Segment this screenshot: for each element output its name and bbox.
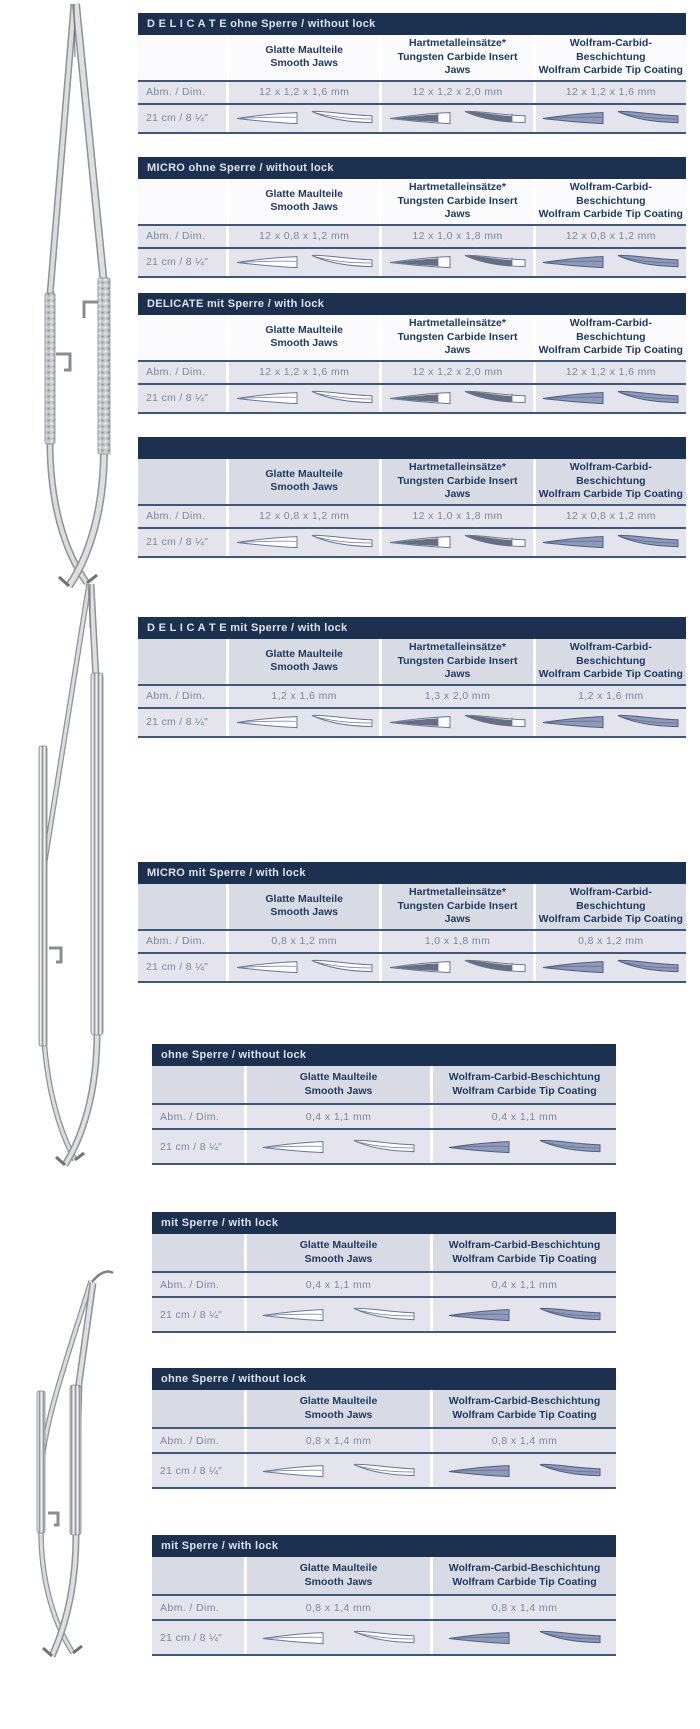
smooth-jaw-tips-straight (235, 108, 299, 128)
carbide-coated-jaw-tips-straight (541, 108, 605, 128)
column-header-en: Smooth Jaws (270, 57, 338, 70)
length-row-label: 21 cm / 8 ¼" (138, 385, 226, 412)
column-header-stub (138, 459, 226, 504)
column-header-row (138, 639, 686, 686)
column-header-stub (152, 1557, 244, 1594)
column-header-row (138, 179, 686, 226)
jaw-tips-row (138, 709, 686, 738)
dimension-row (138, 226, 686, 249)
dimension-value: 0,8 x 1,2 mm (229, 931, 379, 952)
carbide-insert-jaw-tips (382, 954, 532, 981)
column-header-de: Wolfram-Carbid-Beschichtung (569, 461, 652, 487)
column-header (229, 179, 379, 224)
column-header-row (138, 315, 686, 362)
carbide-insert-jaw-tips-curved (463, 532, 527, 552)
dimension-value: 12 x 1,2 x 1,6 mm (536, 82, 686, 103)
column-header-stub (152, 1390, 244, 1427)
column-header (247, 1234, 430, 1271)
column-header-en: Smooth Jaws (270, 661, 338, 674)
table-title: D E L I C A T E ohne Sperre / without lock (138, 13, 686, 35)
column-header-de: Hartmetalleinsätze* (409, 317, 506, 329)
carbide-insert-jaw-tips (382, 529, 532, 556)
column-header-en: Wolfram Carbide Tip Coating (452, 1252, 597, 1265)
jaw-tips-row (152, 1621, 616, 1656)
column-header-row (152, 1557, 616, 1596)
dimension-row-label: Abm. / Dim. (138, 82, 226, 103)
column-header-de: Hartmetalleinsätze* (409, 37, 506, 49)
smooth-jaw-tips-curved (352, 1461, 416, 1481)
column-header-stub (138, 35, 226, 80)
column-header-stub (138, 179, 226, 224)
column-header-en: Wolfram Carbide Tip Coating (452, 1084, 597, 1097)
carbide-insert-jaw-tips-curved (463, 108, 527, 128)
dimension-row (152, 1273, 616, 1298)
dimension-value: 0,4 x 1,1 mm (247, 1105, 430, 1128)
dimension-value: 12 x 1,2 x 1,6 mm (536, 362, 686, 383)
column-header-de: Glatte Maulteile (265, 467, 343, 480)
smooth-jaw-tips-curved (352, 1305, 416, 1325)
spec-table (138, 437, 686, 558)
column-header-en: Smooth Jaws (304, 1408, 373, 1421)
smooth-jaw-tips-curved (310, 108, 374, 128)
smooth-jaw-tips (247, 1454, 430, 1487)
column-header-de: Wolfram-Carbid-Beschichtung (448, 1238, 601, 1251)
smooth-jaw-tips (229, 385, 379, 412)
column-header-en: Tungsten Carbide Insert Jaws (397, 50, 518, 77)
column-header-de: Wolfram-Carbid-Beschichtung (448, 1070, 601, 1083)
smooth-jaw-tips-curved (310, 957, 374, 977)
dimension-value: 12 x 0,8 x 1,2 mm (536, 226, 686, 247)
column-header-de: Hartmetalleinsätze* (409, 461, 506, 473)
column-header (536, 315, 686, 360)
column-header-de: Wolfram-Carbid-Beschichtung (569, 641, 652, 667)
column-header (536, 639, 686, 684)
column-header (247, 1390, 430, 1427)
column-header-en: Wolfram Carbide Tip Coating (538, 64, 683, 77)
carbide-coated-jaw-tips-straight (447, 1628, 511, 1648)
column-header-de: Hartmetalleinsätze* (409, 886, 506, 898)
length-row-label: 21 cm / 8 ¼" (138, 954, 226, 981)
column-header-en: Tungsten Carbide Insert Jaws (397, 654, 518, 681)
table-title: MICRO ohne Sperre / without lock (138, 157, 686, 179)
spec-table (152, 1044, 616, 1165)
column-header-en: Smooth Jaws (270, 481, 338, 494)
smooth-jaw-tips-curved (310, 712, 374, 732)
carbide-coated-jaw-tips-curved (616, 957, 680, 977)
length-row-label: 21 cm / 8 ¼" (138, 249, 226, 276)
carbide-insert-jaw-tips-straight (388, 532, 452, 552)
needle-holder-photo-curved-round-knurl (15, 1263, 115, 1673)
table-title (138, 437, 686, 459)
smooth-jaw-tips (229, 709, 379, 736)
length-row-label: 21 cm / 8 ¼" (152, 1130, 244, 1163)
jaw-tips-row (138, 529, 686, 558)
smooth-jaw-tips-straight (235, 712, 299, 732)
column-header-de: Wolfram-Carbid-Beschichtung (569, 37, 652, 63)
needle-holder-photo-straight-diamond-knurl (20, 2, 130, 607)
carbide-coated-jaw-tips-curved (538, 1628, 602, 1648)
column-header-en: Wolfram Carbide Tip Coating (538, 208, 683, 221)
dimension-value: 0,8 x 1,2 mm (536, 931, 686, 952)
carbide-insert-jaw-tips (382, 105, 532, 132)
column-header-de: Glatte Maulteile (265, 187, 343, 200)
carbide-insert-jaw-tips-curved (463, 388, 527, 408)
column-header-de: Glatte Maulteile (265, 892, 343, 905)
smooth-jaw-tips-straight (261, 1305, 325, 1325)
column-header-de: Wolfram-Carbid-Beschichtung (448, 1394, 601, 1407)
carbide-coated-jaw-tips-straight (541, 252, 605, 272)
column-header-en: Smooth Jaws (304, 1575, 373, 1588)
carbide-coated-jaw-tips-curved (538, 1137, 602, 1157)
dimension-row (138, 362, 686, 385)
dimension-row (138, 931, 686, 954)
carbide-coated-jaw-tips-straight (447, 1461, 511, 1481)
column-header-stub (138, 315, 226, 360)
carbide-insert-jaw-tips (382, 709, 532, 736)
column-header (229, 315, 379, 360)
spec-table (138, 13, 686, 134)
carbide-coated-jaw-tips-curved (616, 712, 680, 732)
smooth-jaw-tips-straight (261, 1628, 325, 1648)
carbide-coated-jaw-tips-curved (538, 1461, 602, 1481)
column-header-en: Smooth Jaws (304, 1084, 373, 1097)
column-header-en: Wolfram Carbide Tip Coating (538, 488, 683, 501)
column-header-de: Hartmetalleinsätze* (409, 641, 506, 653)
dimension-row (152, 1429, 616, 1454)
dimension-value: 0,4 x 1,1 mm (433, 1105, 616, 1128)
dimension-row (138, 686, 686, 709)
length-row-label: 21 cm / 8 ¼" (152, 1454, 244, 1487)
column-header-de: Wolfram-Carbid-Beschichtung (448, 1561, 601, 1574)
carbide-coated-jaw-tips-straight (541, 388, 605, 408)
column-header-en: Wolfram Carbide Tip Coating (538, 344, 683, 357)
column-header-row (138, 459, 686, 506)
dimension-value: 12 x 1,2 x 1,6 mm (229, 362, 379, 383)
column-header-en: Tungsten Carbide Insert Jaws (397, 330, 518, 357)
needle-holder-photo-straight-round-knurl (18, 578, 118, 1173)
table-title: mit Sperre / with lock (152, 1535, 616, 1557)
column-header (433, 1390, 616, 1427)
column-header (536, 459, 686, 504)
smooth-jaw-tips (247, 1621, 430, 1654)
spec-table (138, 157, 686, 278)
jaw-tips-row (138, 249, 686, 278)
carbide-coated-jaw-tips (433, 1621, 616, 1654)
column-header-de: Hartmetalleinsätze* (409, 181, 506, 193)
column-header (247, 1066, 430, 1103)
dimension-value: 12 x 1,2 x 2,0 mm (382, 82, 532, 103)
table-title: mit Sperre / with lock (152, 1212, 616, 1234)
column-header (382, 459, 532, 504)
dimension-value: 12 x 0,8 x 1,2 mm (229, 226, 379, 247)
carbide-coated-jaw-tips (536, 709, 686, 736)
spec-table (152, 1368, 616, 1489)
carbide-insert-jaw-tips-straight (388, 108, 452, 128)
carbide-coated-jaw-tips-straight (541, 532, 605, 552)
dimension-value: 1,3 x 2,0 mm (382, 686, 532, 707)
dimension-value: 1,2 x 1,6 mm (536, 686, 686, 707)
column-header (229, 639, 379, 684)
dimension-row-label: Abm. / Dim. (152, 1596, 244, 1619)
dimension-value: 12 x 1,2 x 1,6 mm (229, 82, 379, 103)
smooth-jaw-tips-straight (261, 1137, 325, 1157)
smooth-jaw-tips-curved (310, 252, 374, 272)
smooth-jaw-tips (229, 249, 379, 276)
column-header-de: Glatte Maulteile (299, 1394, 378, 1407)
column-header (433, 1557, 616, 1594)
carbide-insert-jaw-tips-straight (388, 252, 452, 272)
column-header-de: Wolfram-Carbid-Beschichtung (569, 317, 652, 343)
column-header-row (138, 884, 686, 931)
smooth-jaw-tips-straight (235, 532, 299, 552)
column-header-de: Glatte Maulteile (299, 1238, 378, 1251)
spec-table (138, 617, 686, 738)
carbide-coated-jaw-tips (536, 954, 686, 981)
dimension-row-label: Abm. / Dim. (138, 506, 226, 527)
table-title: ohne Sperre / without lock (152, 1368, 616, 1390)
smooth-jaw-tips-straight (261, 1461, 325, 1481)
column-header (433, 1066, 616, 1103)
column-header (382, 315, 532, 360)
carbide-coated-jaw-tips-curved (616, 388, 680, 408)
smooth-jaw-tips-curved (310, 532, 374, 552)
smooth-jaw-tips (247, 1298, 430, 1331)
dimension-value: 1,0 x 1,8 mm (382, 931, 532, 952)
dimension-value: 0,4 x 1,1 mm (247, 1273, 430, 1296)
carbide-coated-jaw-tips (536, 529, 686, 556)
dimension-value: 0,8 x 1,4 mm (433, 1596, 616, 1619)
smooth-jaw-tips-straight (235, 252, 299, 272)
column-header (536, 35, 686, 80)
dimension-row (152, 1105, 616, 1130)
dimension-row (138, 506, 686, 529)
column-header-en: Wolfram Carbide Tip Coating (538, 913, 683, 926)
carbide-coated-jaw-tips-curved (538, 1305, 602, 1325)
table-title: MICRO mit Sperre / with lock (138, 862, 686, 884)
smooth-jaw-tips-curved (310, 388, 374, 408)
column-header (536, 179, 686, 224)
dimension-value: 0,4 x 1,1 mm (433, 1273, 616, 1296)
column-header-en: Wolfram Carbide Tip Coating (452, 1408, 597, 1421)
column-header-de: Glatte Maulteile (265, 647, 343, 660)
column-header (229, 884, 379, 929)
column-header (382, 884, 532, 929)
jaw-tips-row (138, 954, 686, 983)
smooth-jaw-tips (247, 1130, 430, 1163)
column-header-de: Wolfram-Carbid-Beschichtung (569, 181, 652, 207)
carbide-insert-jaw-tips (382, 249, 532, 276)
smooth-jaw-tips (229, 105, 379, 132)
dimension-row (138, 82, 686, 105)
column-header-en: Wolfram Carbide Tip Coating (452, 1575, 597, 1588)
length-row-label: 21 cm / 8 ¼" (152, 1621, 244, 1654)
column-header (382, 639, 532, 684)
column-header-de: Wolfram-Carbid-Beschichtung (569, 886, 652, 912)
dimension-value: 1,2 x 1,6 mm (229, 686, 379, 707)
spec-table (138, 293, 686, 414)
spec-table (138, 862, 686, 983)
column-header-de: Glatte Maulteile (265, 43, 343, 56)
carbide-coated-jaw-tips-curved (616, 532, 680, 552)
dimension-value: 12 x 0,8 x 1,2 mm (536, 506, 686, 527)
carbide-coated-jaw-tips-curved (616, 108, 680, 128)
column-header-row (152, 1066, 616, 1105)
carbide-insert-jaw-tips-straight (388, 957, 452, 977)
dimension-row-label: Abm. / Dim. (152, 1105, 244, 1128)
column-header-stub (138, 639, 226, 684)
column-header-stub (138, 884, 226, 929)
jaw-tips-row (138, 105, 686, 134)
dimension-value: 12 x 1,0 x 1,8 mm (382, 506, 532, 527)
dimension-row-label: Abm. / Dim. (138, 362, 226, 383)
table-title: ohne Sperre / without lock (152, 1044, 616, 1066)
column-header-en: Wolfram Carbide Tip Coating (538, 668, 683, 681)
column-header-en: Tungsten Carbide Insert Jaws (397, 899, 518, 926)
carbide-coated-jaw-tips-straight (541, 712, 605, 732)
carbide-coated-jaw-tips (433, 1454, 616, 1487)
carbide-insert-jaw-tips-curved (463, 712, 527, 732)
carbide-insert-jaw-tips-curved (463, 957, 527, 977)
dimension-value: 12 x 0,8 x 1,2 mm (229, 506, 379, 527)
column-header-en: Tungsten Carbide Insert Jaws (397, 194, 518, 221)
dimension-value: 0,8 x 1,4 mm (433, 1429, 616, 1452)
carbide-coated-jaw-tips-straight (541, 957, 605, 977)
column-header-en: Smooth Jaws (304, 1252, 373, 1265)
column-header-en: Smooth Jaws (270, 906, 338, 919)
smooth-jaw-tips-straight (235, 957, 299, 977)
spec-table (152, 1535, 616, 1656)
carbide-coated-jaw-tips (433, 1298, 616, 1331)
column-header-en: Smooth Jaws (270, 337, 338, 350)
smooth-jaw-tips (229, 954, 379, 981)
column-header-de: Glatte Maulteile (299, 1070, 378, 1083)
column-header-en: Tungsten Carbide Insert Jaws (397, 474, 518, 501)
dimension-value: 12 x 1,0 x 1,8 mm (382, 226, 532, 247)
column-header-de: Glatte Maulteile (299, 1561, 378, 1574)
column-header-de: Glatte Maulteile (265, 323, 343, 336)
jaw-tips-row (152, 1298, 616, 1333)
column-header (229, 459, 379, 504)
carbide-insert-jaw-tips-straight (388, 712, 452, 732)
dimension-row (152, 1596, 616, 1621)
dimension-row-label: Abm. / Dim. (138, 686, 226, 707)
jaw-tips-row (152, 1454, 616, 1489)
length-row-label: 21 cm / 8 ¼" (152, 1298, 244, 1331)
column-header-stub (152, 1066, 244, 1103)
dimension-row-label: Abm. / Dim. (152, 1429, 244, 1452)
carbide-coated-jaw-tips-straight (447, 1137, 511, 1157)
carbide-coated-jaw-tips (536, 105, 686, 132)
dimension-value: 0,8 x 1,4 mm (247, 1596, 430, 1619)
column-header-en: Smooth Jaws (270, 201, 338, 214)
carbide-coated-jaw-tips (536, 249, 686, 276)
jaw-tips-row (152, 1130, 616, 1165)
carbide-insert-jaw-tips-straight (388, 388, 452, 408)
carbide-insert-jaw-tips-curved (463, 252, 527, 272)
smooth-jaw-tips (229, 529, 379, 556)
carbide-coated-jaw-tips (433, 1130, 616, 1163)
carbide-coated-jaw-tips-curved (616, 252, 680, 272)
dimension-value: 0,8 x 1,4 mm (247, 1429, 430, 1452)
column-header-row (138, 35, 686, 82)
length-row-label: 21 cm / 8 ¼" (138, 709, 226, 736)
length-row-label: 21 cm / 8 ¼" (138, 529, 226, 556)
dimension-row-label: Abm. / Dim. (138, 226, 226, 247)
dimension-value: 12 x 1,2 x 2,0 mm (382, 362, 532, 383)
column-header-stub (152, 1234, 244, 1271)
column-header (229, 35, 379, 80)
carbide-coated-jaw-tips (536, 385, 686, 412)
column-header (433, 1234, 616, 1271)
carbide-insert-jaw-tips (382, 385, 532, 412)
column-header (536, 884, 686, 929)
length-row-label: 21 cm / 8 ¼" (138, 105, 226, 132)
spec-table (152, 1212, 616, 1333)
dimension-row-label: Abm. / Dim. (138, 931, 226, 952)
dimension-row-label: Abm. / Dim. (152, 1273, 244, 1296)
column-header (247, 1557, 430, 1594)
column-header (382, 35, 532, 80)
table-title: D E L I C A T E mit Sperre / with lock (138, 617, 686, 639)
jaw-tips-row (138, 385, 686, 414)
column-header (382, 179, 532, 224)
table-title: DELICATE mit Sperre / with lock (138, 293, 686, 315)
smooth-jaw-tips-curved (352, 1137, 416, 1157)
carbide-coated-jaw-tips-straight (447, 1305, 511, 1325)
column-header-row (152, 1234, 616, 1273)
column-header-row (152, 1390, 616, 1429)
smooth-jaw-tips-curved (352, 1628, 416, 1648)
smooth-jaw-tips-straight (235, 388, 299, 408)
